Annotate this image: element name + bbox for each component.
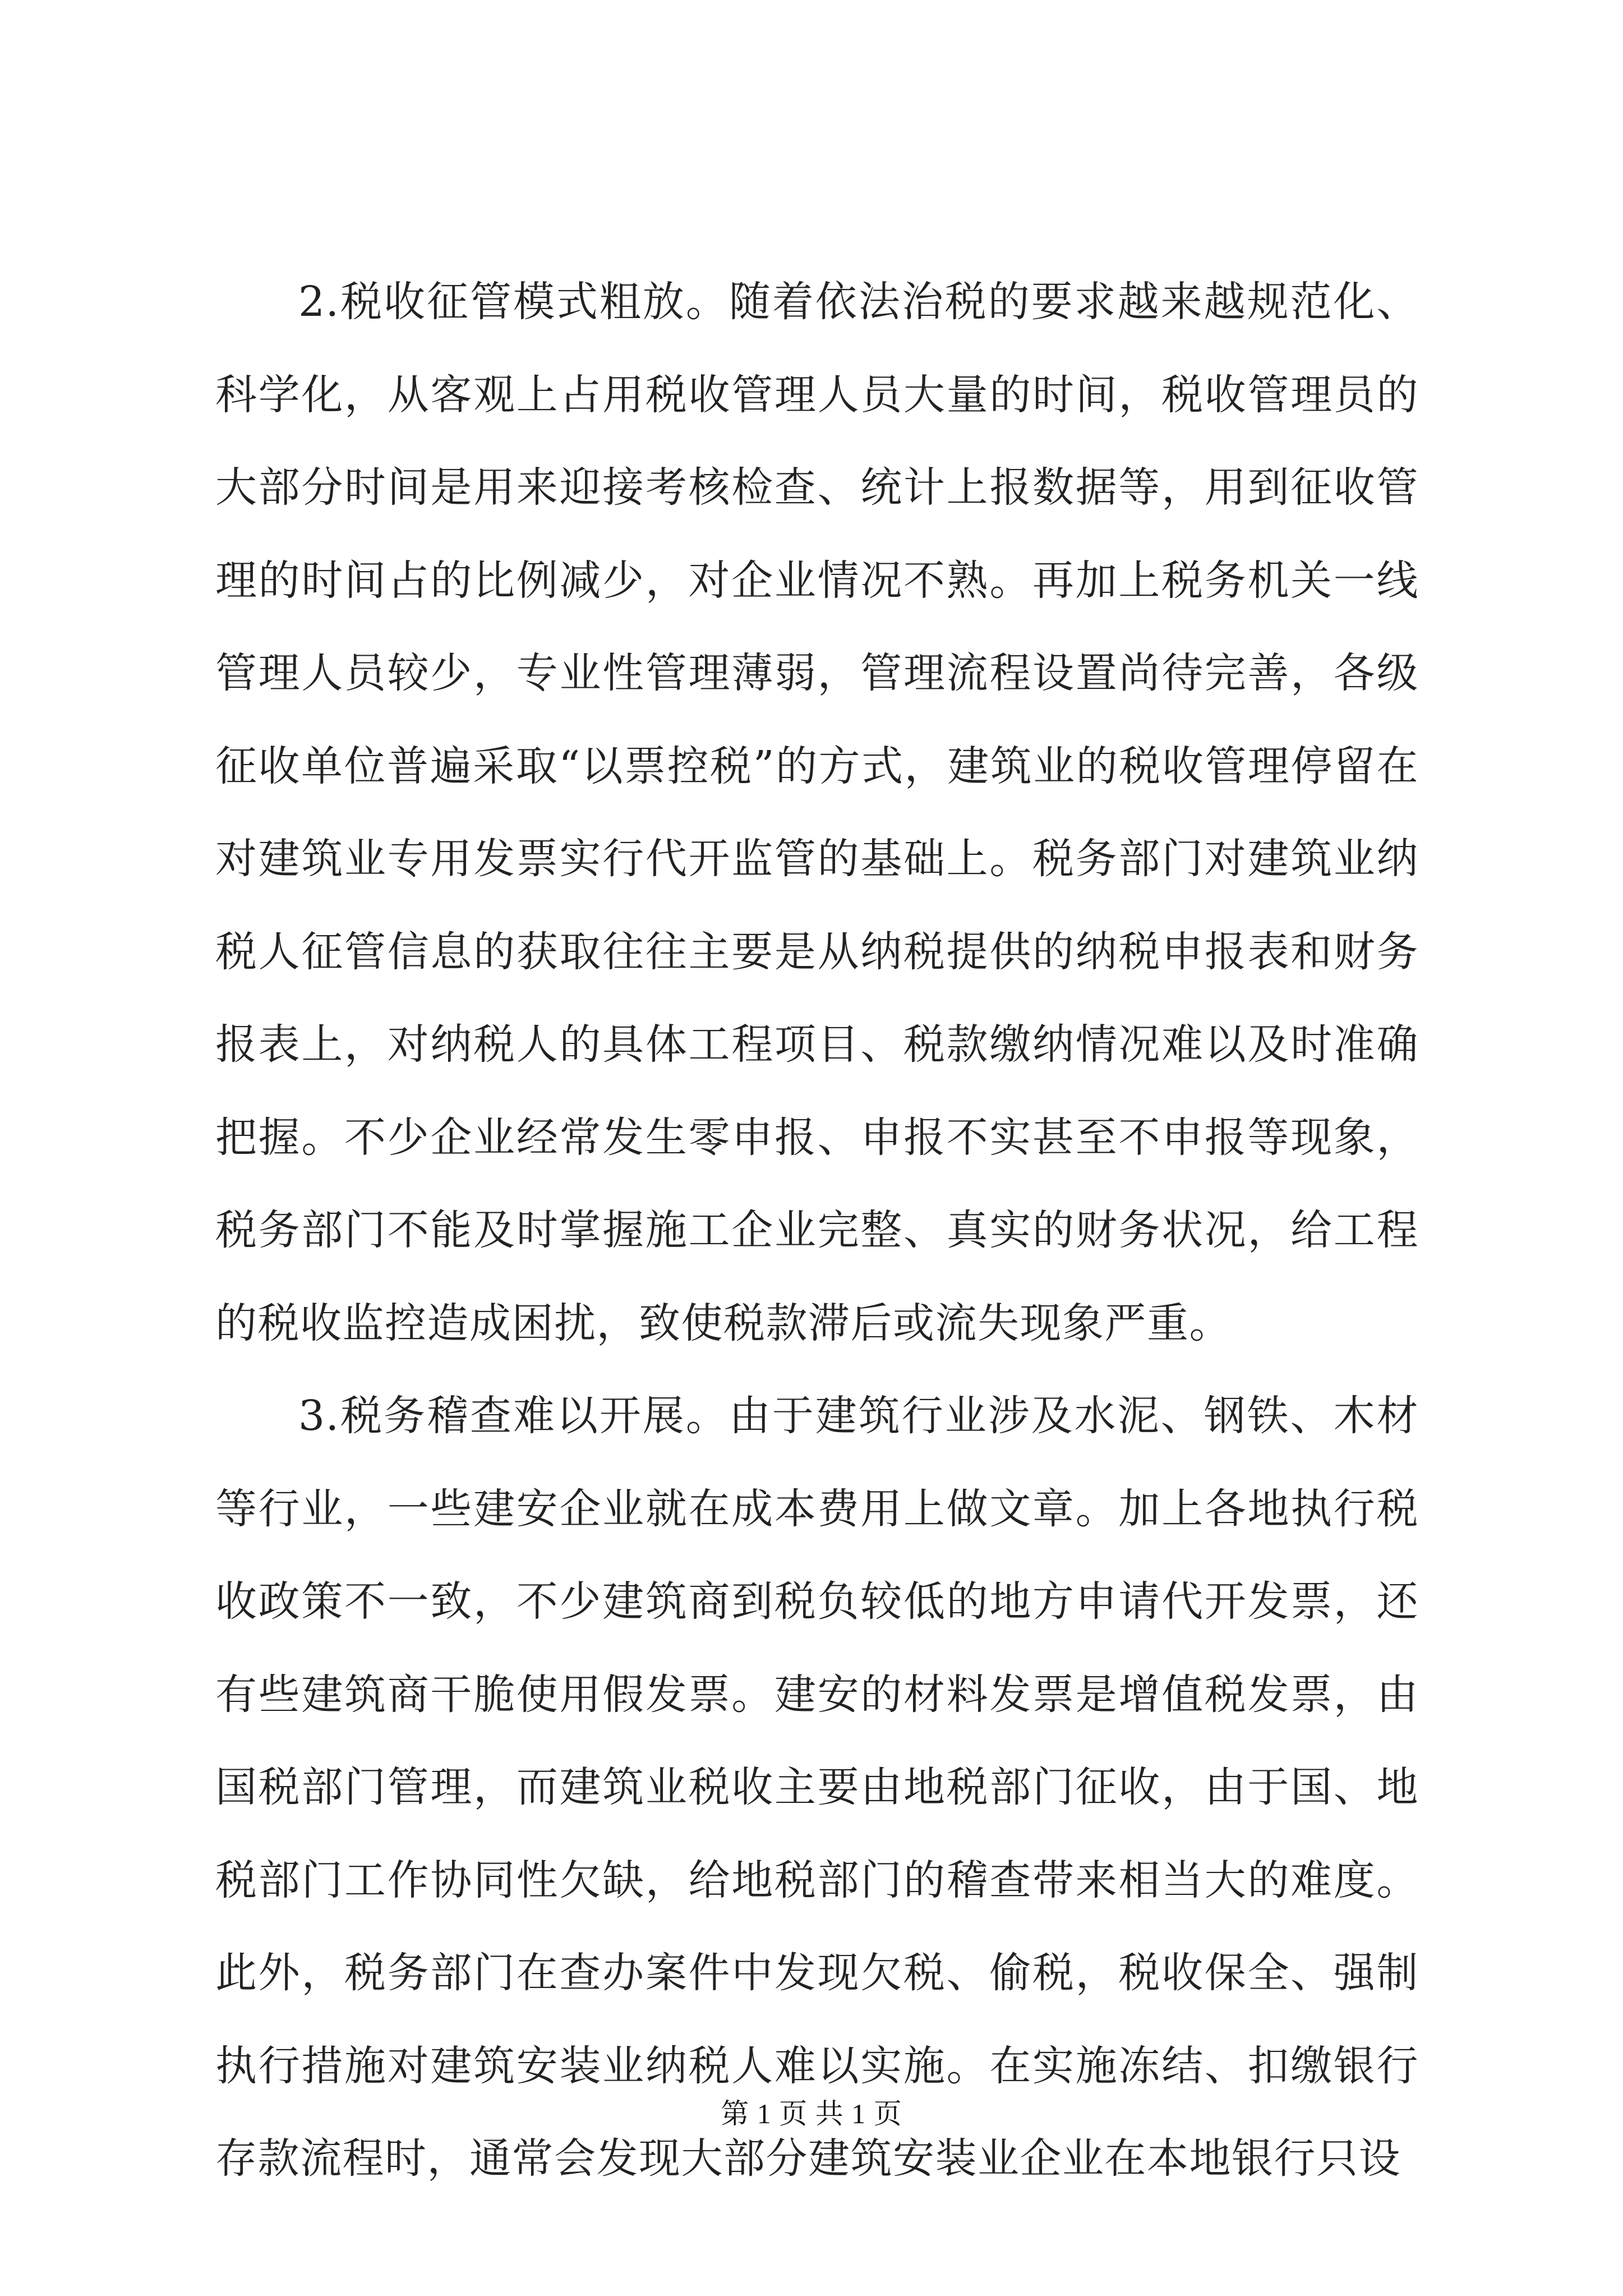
page-number-footer: 第 1 页 共 1 页 [721,2098,902,2129]
paragraph-tax-audit-difficulty: 3.税务稽查难以开展。由于建筑行业涉及水泥、钢铁、木材等行业，一些建安企业就在成本费用上做文章。加上各地执行税收政策不一致，不少建筑商到税负较低的地方申请代开发票，还有些建筑商干脆使用假发票。建安的材料发票是增值税发票，由国税部门管理，而建筑业税收主要由地税部门征收，由于国、地税部门工作协同性欠缺，给地税部门的稽查带来相当大的难度。此外，税务部门在查办案件中发现欠税、偷税，税收保全、强制执行措施对建筑安装业纳税人难以实施。在实施冻结、扣缴银行存款流程时，通常会发现大部分建筑安装业企业在本地银行只设 [215,1392,1419,2183]
document-body [215,256,1419,2206]
paragraph-tax-collection-mode: 2.税收征管模式粗放。随着依法治税的要求越来越规范化、科学化，从客观上占用税收管理人员大量的时间，税收管理员的大部分时间是用来迎接考核检查、统计上报数据等，用到征收管理的时间占的比例减少，对企业情况不熟。再加上税务机关一线管理人员较少，专业性管理薄弱，管理流程设置尚待完善，各级征收单位普遍采取“以票控税”的方式，建筑业的税收管理停留在对建筑业专用发票实行代开监管的基础上。税务部门对建筑业纳税人征管信息的获取往往主要是从纳税提供的纳税申报表和财务报表上，对纳税人的具体工程项目、税款缴纳情况难以及时准确把握。不少企业经常发生零申报、申报不实甚至不申报等现象，税务部门不能及时掌握施工企业完整、真实的财务状况，给工程的税收监控造成困扰，致使税款滞后或流失现象严重。 [215,278,1419,1347]
